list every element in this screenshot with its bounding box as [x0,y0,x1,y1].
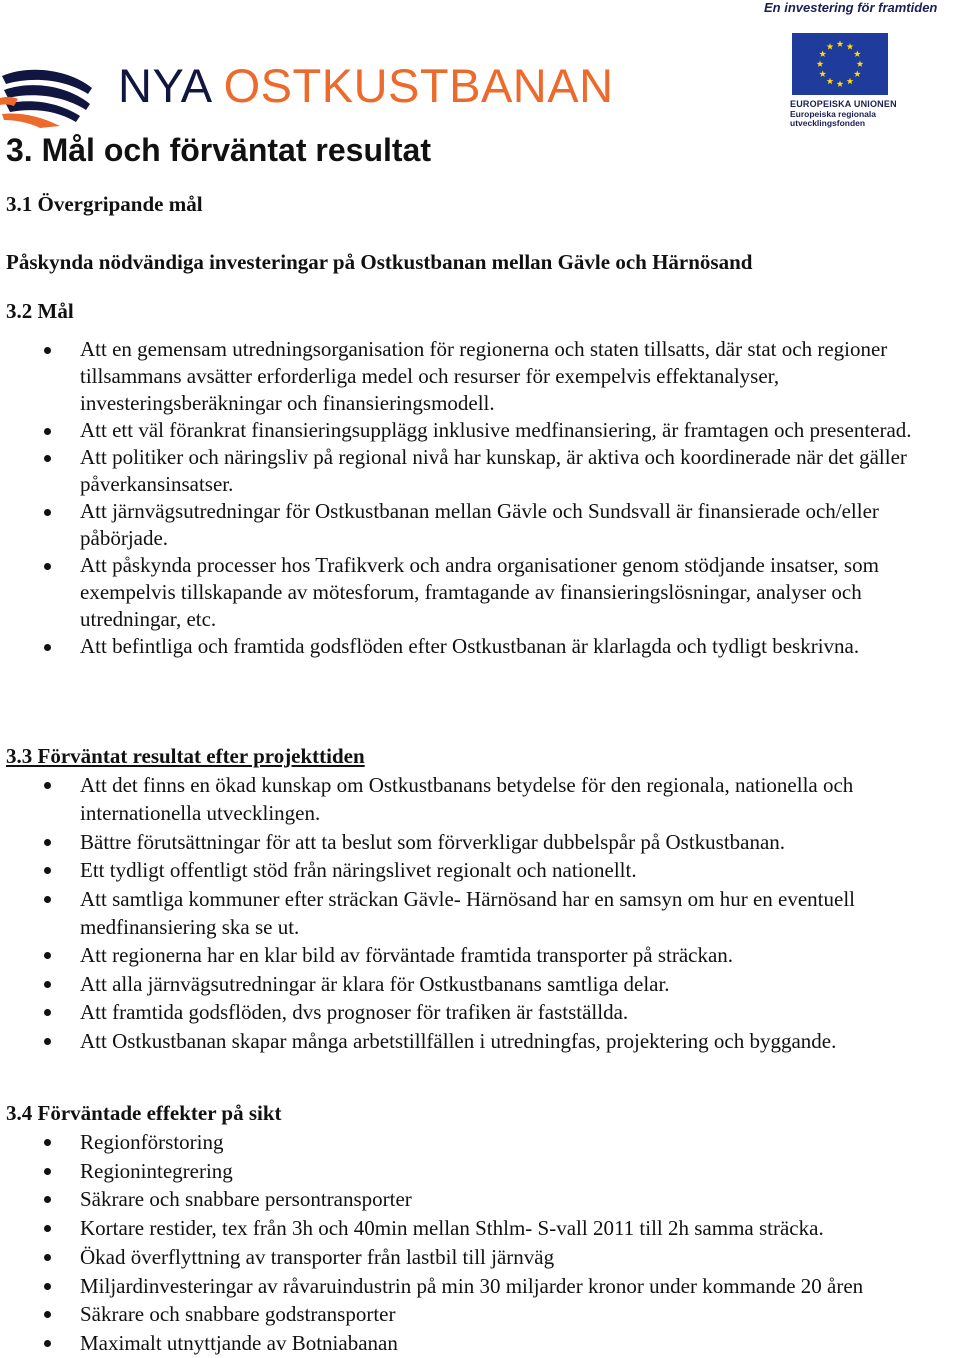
goal-text: Att påskynda processer hos Trafikverk och andra organisationer genom stödjande insatser, som exempelvis tillskapande av mötesforum, framtagande av finansieringslösningar, analyser och utredningar, etc. [80,553,879,631]
bullet-icon [44,347,51,354]
results-list [0,771,958,1055]
eu-flag-icon [792,33,888,95]
goals-list [0,336,958,660]
bullet-icon [44,896,51,903]
goal-text: Att politiker och näringsliv på regional nivå har kunskap, är aktiva och koordinerade när det gäller påverkansinsatser. [80,445,907,496]
effect-item [0,1243,958,1272]
goal-text: Att befintliga och framtida godsflöden efter Ostkustbanan är klarlagda och tydligt beskrivna. [80,634,860,658]
bullet-icon [44,1196,51,1203]
bullet-icon [44,1168,51,1175]
logo-nya-text: NYA [118,59,224,112]
effect-item [0,1157,958,1186]
bullet-icon [44,952,51,959]
result-item [0,856,958,884]
effect-item [0,1272,958,1301]
goal-text: Att ett väl förankrat finansieringsupplägg inklusive medfinansiering, är framtagen och presenterad. [80,418,912,442]
heading-3-3: 3.3 Förväntat resultat efter projekttiden [6,744,365,768]
goal-item [0,633,958,660]
heading-3-1: 3.1 Övergripande mål [6,192,203,216]
goal-text: Att järnvägsutredningar för Ostkustbanan mellan Gävle och Sundsvall är finansierade och/eller påbörjade. [80,499,879,550]
bullet-icon [44,563,51,570]
effect-text: Miljardinvesteringar av råvaruindustrin på min 30 miljarder kronor under kommande 20 åren [80,1273,864,1298]
overall-goal-statement: Påskynda nödvändiga investeringar på Ostkustbanan mellan Gävle och Härnösand [6,250,753,274]
effect-text: Kortare restider, tex från 3h och 40min mellan Sthlm- S-vall 2011 till 2h samma sträcka. [80,1216,824,1241]
goal-item [0,336,958,417]
bullet-icon [44,1038,51,1045]
result-text: Att regionerna har en klar bild av förväntade framtida transporter på sträckan. [80,943,734,968]
effect-item [0,1128,958,1157]
result-text: Att det finns en ökad kunskap om Ostkustbanans betydelse för den regionala, nationella och internationella utvecklingen. [80,773,854,826]
goal-item [0,444,958,498]
effect-item [0,1329,958,1358]
effects-list [0,1128,958,1358]
result-item [0,941,958,969]
result-item [0,970,958,998]
eu-fund-name [790,100,900,129]
bullet-icon [44,1311,51,1318]
bullet-icon [44,644,51,651]
goal-item [0,498,958,552]
result-text: Att samtliga kommuner efter sträckan Gävle- Härnösand har en samsyn om hur en eventuell medfinansiering ska se ut. [80,886,856,940]
logo-wordmark [118,60,614,112]
result-item [0,885,958,942]
nya-ostkustbanan-logo [0,58,614,130]
result-text: Bättre förutsättningar för att ta beslut som förverkligar dubbelspår på Ostkustbanan. [80,829,786,854]
bullet-icon [44,782,51,789]
effect-text: Säkrare och snabbare godstransporter [80,1302,396,1327]
heading-3-4: 3.4 Förväntade effekter på sikt [6,1101,282,1125]
bullet-icon [44,428,51,435]
page-title: 3. Mål och förväntat resultat [6,132,431,168]
eu-name-line2: Europeiska regionala [790,108,876,119]
logo-ostkustbanan-text: OSTKUSTBANAN [223,59,614,112]
eu-name-line1: EUROPEISKA UNIONEN [790,99,897,109]
effect-text: Regionförstoring [80,1130,224,1154]
goal-item [0,417,958,444]
result-text: Att Ostkustbanan skapar många arbetstillfällen i utredningfas, projektering och byggande. [80,1028,837,1053]
eu-tagline: En investering för framtiden [764,0,938,15]
bullet-icon [44,981,51,988]
effect-text: Säkrare och snabbare persontransporter [80,1187,412,1212]
effect-text: Maximalt utnyttjande av Botniabanan [80,1330,398,1355]
bullet-icon [44,1254,51,1261]
effect-item [0,1300,958,1329]
bullet-icon [44,1283,51,1290]
result-item [0,1027,958,1055]
effect-item [0,1214,958,1243]
result-item [0,828,958,856]
result-item [0,998,958,1026]
result-text: Att alla järnvägsutredningar är klara för Ostkustbanans samtliga delar. [80,971,670,996]
bullet-icon [44,839,51,846]
bullet-icon [44,509,51,516]
goal-item [0,552,958,633]
result-text: Att framtida godsflöden, dvs prognoser för trafiken är fastställda. [80,1000,629,1025]
bullet-icon [44,1009,51,1016]
result-item [0,771,958,828]
heading-3-2: 3.2 Mål [6,299,74,323]
goal-text: Att en gemensam utredningsorganisation för regionerna och staten tillsatts, där stat och regioner tillsammans avsätter erforderliga medel och resurser för exempelvis effektanalyser, investeringsberäkningar och finansieringsmodell. [80,337,888,415]
train-swoosh-icon [0,58,110,130]
bullet-icon [44,867,51,874]
effect-text: Regionintegrering [80,1158,233,1183]
eu-name-line3: utvecklingsfonden [790,118,866,128]
bullet-icon [44,455,51,462]
result-text: Ett tydligt offentligt stöd från näringslivet regionalt och nationellt. [80,858,637,883]
bullet-icon [44,1139,51,1146]
bullet-icon [44,1340,51,1347]
effect-item [0,1185,958,1214]
effect-text: Ökad överflyttning av transporter från lastbil till järnväg [80,1244,555,1269]
bullet-icon [44,1225,51,1232]
